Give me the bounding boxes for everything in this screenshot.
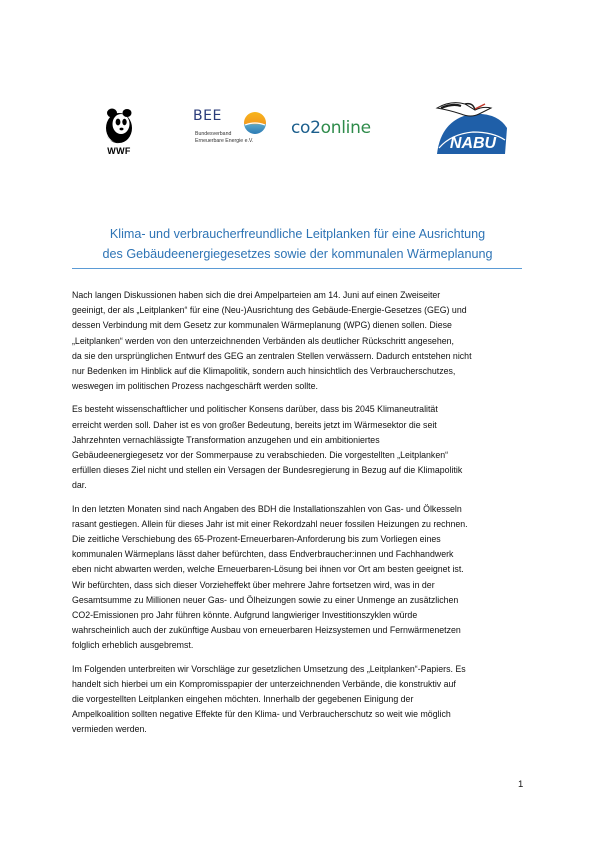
- nabu-text: NABU: [449, 135, 497, 152]
- text-line: CO2-Emissionen pro Jahr führen könnte. Aufgrund langwieriger Investitionszyklen würde: [72, 610, 418, 621]
- text-line: handelt sich hierbei um ein Kompromisspapier der unterzeichnenden Verbände, die konstruktiv auf: [72, 678, 456, 689]
- logo-bar: [0, 98, 595, 158]
- text-line: Gebäudeenergiegesetz vor der Sommerpause zu verabschieden. Die vorgestellten „Leitplanken“: [72, 450, 449, 461]
- document-title-line2: des Gebäudeenergiegesetzes sowie der kommunalen Wärmeplanung: [102, 247, 493, 261]
- text-line: „Leitplanken“ werden von den unterzeichnenden Verbänden als deutlicher Rückschritt angesehen,: [72, 335, 454, 346]
- text-line: Wir befürchten, dass sich dieser Vorzieheffekt über mehrere Jahre fortsetzen wird, was in der: [72, 579, 435, 590]
- bee-subtitle-line2: Erneuerbare Energie e.V.: [195, 137, 254, 144]
- text-line: Ampelkoalition sollten negative Effekte für den Klima- und Verbraucherschutz so weit wie möglich: [72, 709, 451, 720]
- text-line: Nach langen Diskussionen haben sich die drei Ampelparteien am 14. Juni auf einen Zweiseiter: [72, 290, 441, 300]
- paragraph-4: [72, 662, 524, 738]
- text-line: erreicht werden soll. Daher ist es von großer Bedeutung, bereits jetzt im Wärmesektor die seit: [72, 419, 437, 430]
- text-line: Gesamtsumme zu Millionen neuer Gas- und Ölheizungen sowie zu einer Unmenge an zusätzlichen: [72, 594, 459, 605]
- text-line: folglich erheblich ausgebremst.: [72, 640, 194, 651]
- text-line: Die zeitliche Verschiebung des 65-Prozent-Erneuerbaren-Anforderung bis zum Vorliegen eines: [72, 534, 441, 545]
- bee-logo: [193, 108, 273, 152]
- text-line: wahrscheinlich auch der zukünftige Ausbau von erneuerbaren Heizsystemen und Fernwärmenetzen: [72, 625, 461, 636]
- panda-icon: [98, 106, 140, 146]
- text-line: geeinigt, der als „Leitplanken“ für eine (Neu-)Ausrichtung des Gebäude-Energie-Gesetzes (GEG) und: [72, 305, 467, 316]
- bee-subtitle-line1: Bundesverband: [195, 131, 232, 137]
- text-line: kommunalen Wärmeplans lässt daher befürchten, dass Endverbraucher:innen und Fachhandwerk: [72, 549, 454, 560]
- paragraph-1: [72, 288, 524, 394]
- text-line: dar.: [72, 480, 87, 491]
- nabu-logo: [431, 98, 511, 158]
- document-title: [50, 224, 545, 264]
- text-line: In den letzten Monaten sind nach Angaben des BDH die Installationszahlen von Gas- und Ölkesseln: [72, 503, 462, 514]
- text-line: Jahrzehnten vernachlässigte Transformation anzugehen und ein ambitioniertes: [72, 434, 380, 445]
- co2online-part2: online: [320, 118, 371, 138]
- text-line: eben nicht abwarten werden, welche Erneuerbaren-Lösung bei ihnen vor Ort am besten geeignet ist.: [72, 564, 464, 575]
- paragraph-3: [72, 502, 524, 654]
- text-line: Es besteht wissenschaftlicher und politischer Konsens darüber, dass bis 2045 Klimaneutralität: [72, 404, 438, 415]
- bee-text: BEE: [193, 108, 222, 124]
- document-body: [72, 288, 524, 746]
- nabu-emblem: [431, 98, 511, 158]
- page-number: 1: [518, 779, 524, 790]
- text-line: Im Folgenden unterbreiten wir Vorschläge zur gesetzlichen Umsetzung des „Leitplanken“-Papiers. Es: [72, 663, 466, 674]
- text-line: dessen Verbindung mit dem Gesetz zur kommunalen Wärmeplanung (WPG) dienen sollen. Diese: [72, 320, 452, 331]
- wwf-text: WWF: [107, 146, 131, 156]
- text-line: die vorgestellten Leitplanken eingehen möchten. Innerhalb der gegebenen Einigung der: [72, 694, 414, 705]
- text-line: weswegen im politischen Prozess nachgeschärft werden sollte.: [72, 381, 318, 392]
- wwf-logo: [98, 106, 140, 158]
- co2online-logo: [291, 118, 371, 138]
- text-line: rasant gestiegen. Allein für dieses Jahr ist mit einer Rekordzahl neuer fossilen Heizungen zu rechnen.: [72, 518, 468, 529]
- text-line: vermieden werden.: [72, 724, 147, 735]
- text-line: erfüllen dieses Ziel nicht und stellen ein Versagen der Bundesregierung in Bezug auf die Klimapolitik: [72, 465, 463, 476]
- paragraph-2: [72, 402, 524, 493]
- title-rule: [72, 268, 522, 269]
- text-line: da sie den ursprünglichen Entwurf des GEG an zentralen Stellen verwässern. Dadurch entstehen nicht: [72, 350, 472, 361]
- co2online-part1: co2: [291, 118, 321, 138]
- text-line: nur Bedenken im Hinblick auf die Klimapolitik, sondern auch hinsichtlich des Verbraucherschutzes,: [72, 366, 456, 377]
- bee-subtitle: [195, 131, 253, 144]
- stork-icon: [437, 103, 491, 116]
- document-title-line1: Klima- und verbraucherfreundliche Leitplanken für eine Ausrichtung: [109, 227, 486, 241]
